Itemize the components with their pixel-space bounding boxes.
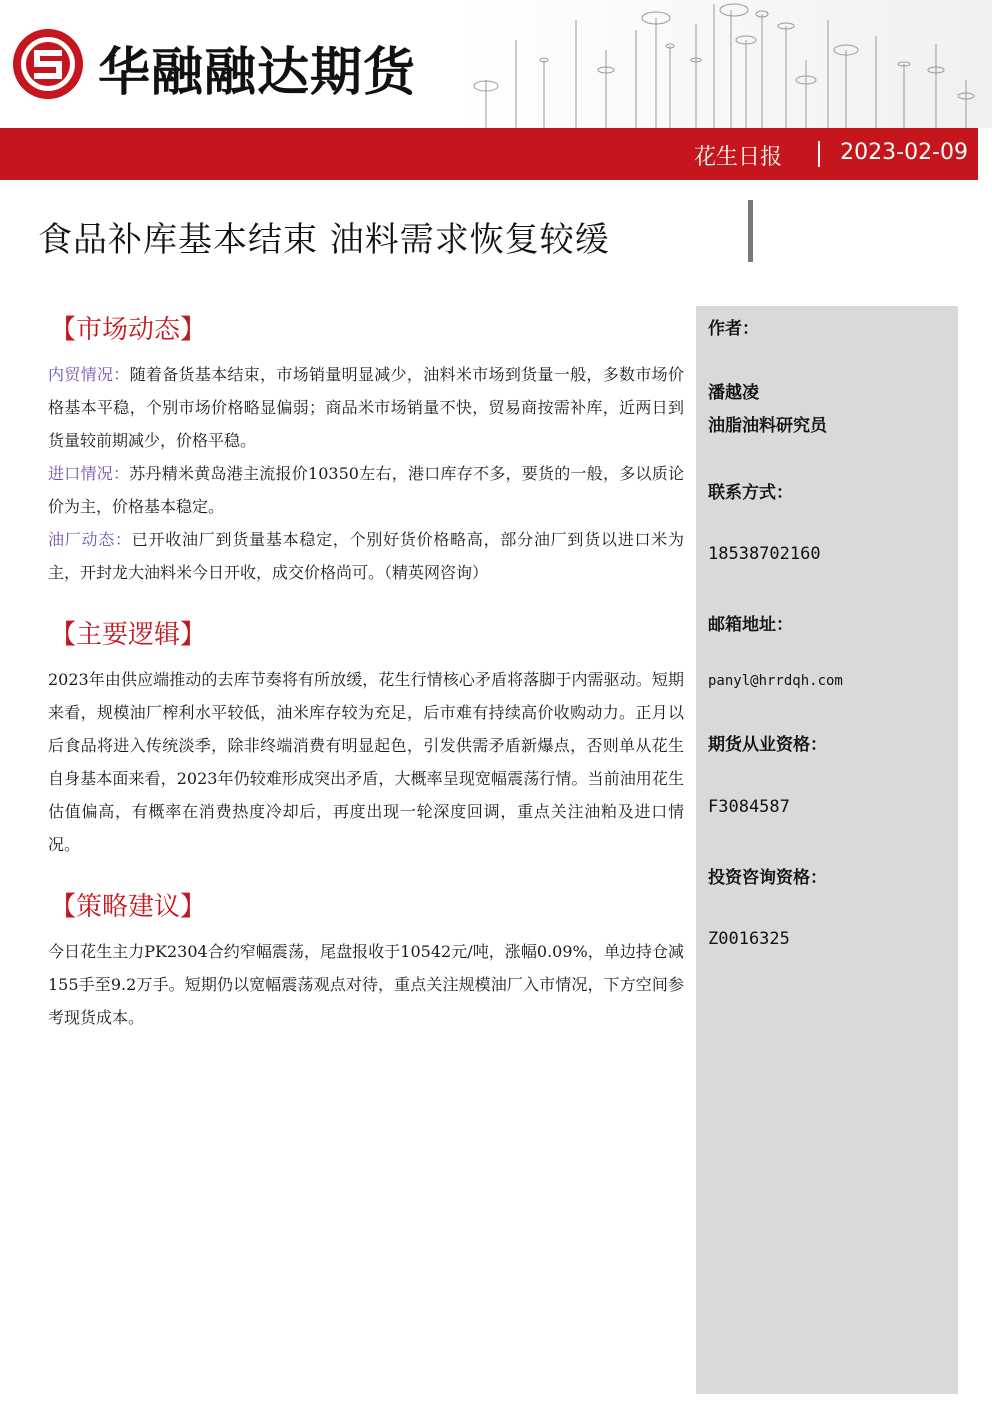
author-label: 作者： [708, 319, 759, 339]
email-address[interactable]: panyl@hrrdqh.com [708, 673, 843, 689]
header-bar [0, 128, 978, 180]
author-name: 潘越凌 [708, 383, 759, 403]
paragraph-strategy: 今日花生主力PK2304合约窄幅震荡，尾盘报收于10542元/吨，涨幅0.09%，单边持仓减155手至9.2万手。短期仍以宽幅震荡观点对待，重点关注规模油厂入市情况，下方空间参考现货成本。 [48, 942, 684, 1027]
investment-qualification-number: Z0016325 [708, 929, 790, 949]
section-title-logic: 【主要逻辑】 [50, 620, 207, 650]
decorative-background [456, 0, 992, 128]
author-title: 油脂油料研究员 [708, 416, 827, 436]
section-title-market: 【市场动态】 [50, 315, 207, 345]
section-title-strategy: 【策略建议】 [50, 892, 207, 922]
logic-section [48, 615, 684, 861]
label-domestic: 内贸情况： [48, 365, 130, 384]
contact-label: 联系方式： [708, 483, 793, 503]
market-section [48, 310, 684, 589]
report-type: 花生日报 [693, 145, 782, 170]
title-marker [748, 200, 753, 262]
paragraph-mill [48, 523, 684, 589]
label-mill: 油厂动态： [48, 530, 132, 549]
paragraph-logic: 2023年由供应端推动的去库节奏将有所放缓，花生行情核心矛盾将落脚于内需驱动。短期来看，规模油厂榨利水平较低，油米库存较为充足，后市难有持续高价收购动力。正月以后食品将进入传统淡季，除非终端消费有明显起色，引发供需矛盾新爆点，否则单从花生自身基本面来看，2023年仍较难形成突出矛盾，大概率呈现宽幅震荡行情。当前油用花生估值偏高，有概率在消费热度冷却后，再度出现一轮深度回调，重点关注油粕及进口情况。 [48, 670, 684, 854]
brand-name: 华融融达期货 [98, 43, 417, 103]
main-content [48, 310, 684, 1060]
header-separator [818, 141, 820, 167]
text-import: 苏丹精米黄岛港主流报价10350左右，港口库存不多，要货的一般，多以质论价为主，价格基本稳定。 [48, 464, 684, 516]
futures-qualification-label: 期货从业资格： [708, 735, 827, 755]
hrrd-logo-icon [10, 26, 86, 102]
futures-qualification-number: F3084587 [708, 797, 790, 817]
label-import: 进口情况： [48, 464, 130, 483]
author-sidebar [696, 306, 958, 1394]
strategy-section [48, 887, 684, 1034]
paragraph-import [48, 457, 684, 523]
email-label: 邮箱地址： [708, 615, 793, 635]
report-date: 2023-02-09 [840, 140, 968, 165]
phone-number: 18538702160 [708, 544, 821, 564]
page-title: 食品补库基本结束 油料需求恢复较缓 [38, 220, 610, 260]
text-mill: 已开收油厂到货量基本稳定，个别好货价格略高，部分油厂到货以进口米为主，开封龙大油料米今日开收，成交价格尚可。（精英网咨询） [48, 530, 684, 582]
investment-qualification-label: 投资咨询资格： [708, 868, 827, 888]
paragraph-domestic [48, 358, 684, 457]
text-domestic: 随着备货基本结束，市场销量明显减少，油料米市场到货量一般，多数市场价格基本平稳，个别市场价格略显偏弱；商品米市场销量不快，贸易商按需补库，近两日到货量较前期减少，价格平稳。 [48, 365, 684, 450]
